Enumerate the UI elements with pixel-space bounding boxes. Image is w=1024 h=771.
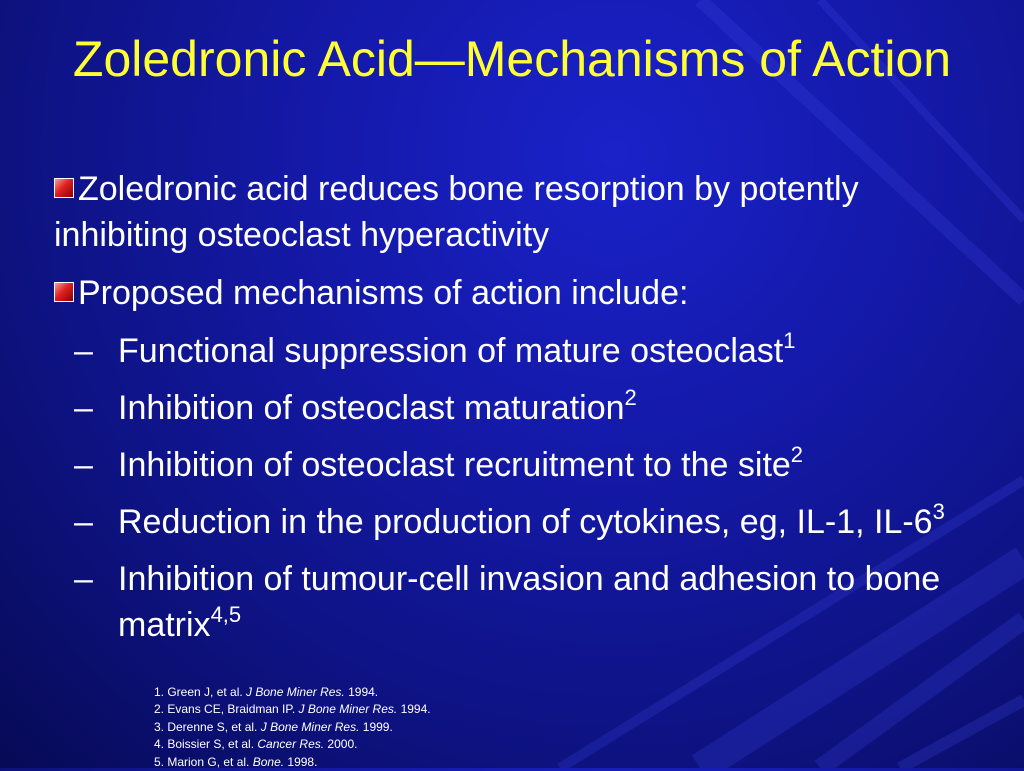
reference-journal: J Bone Miner Res.: [246, 685, 345, 699]
reference-authors: 2. Evans CE, Braidman IP.: [154, 702, 299, 717]
sub-bullet-item: [74, 499, 954, 545]
dash-marker: –: [74, 389, 93, 427]
sub-bullet-item: [74, 442, 954, 488]
reference-superscript: 3: [932, 499, 945, 524]
slide-content: [54, 166, 954, 659]
dash-marker: –: [74, 560, 93, 598]
reference-authors: 3. Derenne S, et al.: [154, 719, 261, 734]
reference-authors: 1. Green J, et al.: [154, 685, 247, 699]
sub-bullet-text: Reduction in the production of cytokines, eg, IL-1, IL-6: [118, 503, 933, 541]
reference-item: [154, 684, 431, 701]
reference-year: 1994.: [397, 702, 431, 717]
reference-superscript: 4,5: [210, 602, 242, 627]
reference-year: 2000.: [324, 737, 358, 752]
reference-journal: J Bone Miner Res.: [260, 719, 360, 734]
bullet-item: [54, 270, 954, 316]
reference-item: [154, 701, 431, 718]
reference-authors: 4. Boissier S, et al.: [154, 737, 258, 752]
sub-bullet-text: Functional suppression of mature osteoclast: [118, 332, 784, 370]
references-list: [154, 684, 431, 771]
reference-journal: Bone.: [252, 754, 285, 769]
sub-bullet-item: [74, 385, 954, 431]
slide-title: Zoledronic Acid—Mechanisms of Action: [72, 31, 952, 87]
dash-marker: –: [74, 503, 93, 541]
reference-item: [154, 736, 431, 753]
reference-superscript: 2: [790, 442, 804, 467]
dash-marker: –: [74, 446, 93, 484]
reference-year: 1994.: [344, 685, 379, 699]
reference-journal: Cancer Res.: [257, 737, 325, 752]
sub-bullet-item: [74, 556, 954, 648]
bullet-text: Zoledronic acid reduces bone resorption by potently inhibiting osteoclast hyperactivity: [54, 170, 859, 254]
bullet-item: [54, 166, 954, 258]
reference-superscript: 1: [783, 328, 796, 353]
reference-year: 1999.: [359, 719, 393, 734]
reference-authors: 5. Marion G, et al.: [154, 754, 253, 769]
sub-bullet-text: Inhibition of tumour-cell invasion and adhesion to bone matrix: [118, 560, 941, 644]
sub-bullet-text: Inhibition of osteoclast maturation: [118, 389, 625, 427]
reference-journal: J Bone Miner Res.: [298, 702, 398, 717]
reference-item: [154, 754, 431, 771]
sub-bullet-item: [74, 328, 954, 374]
dash-marker: –: [74, 332, 93, 370]
square-bullet-icon: [54, 178, 74, 198]
bullet-text: Proposed mechanisms of action include:: [78, 274, 689, 312]
reference-item: [154, 719, 431, 736]
reference-superscript: 2: [624, 385, 637, 410]
reference-year: 1998.: [284, 754, 318, 769]
sub-bullet-text: Inhibition of osteoclast recruitment to the site: [118, 446, 791, 484]
square-bullet-icon: [54, 282, 74, 302]
